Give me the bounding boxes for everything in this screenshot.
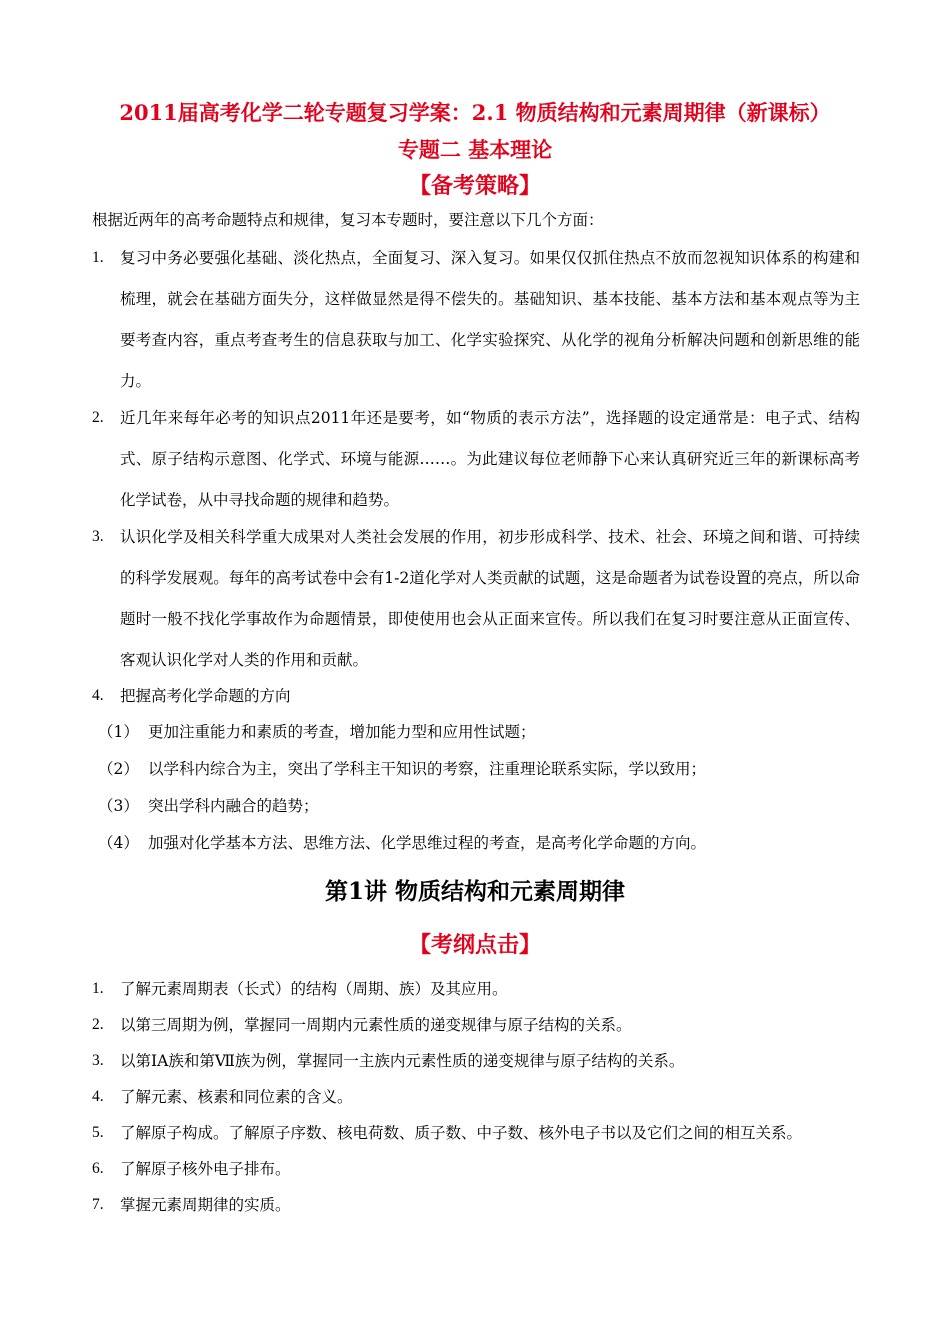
item-text: 认识化学及相关科学重大成果对人类社会发展的作用，初步形成科学、技术、社会、环境之间和谐、可持续的科学发展观。每年的高考试卷中会有1-2道化学对人类贡献的试题，这是命题者为试卷设置的亮点，所以命题时一般不找化学事故作为命题情景，即使使用也会从正面来宣传。所以我们在复习时要注意从正面宣传、客观认识化学对人类的作用和贡献。 xyxy=(120,528,860,669)
item-number: 3. xyxy=(92,528,104,545)
strategy-item-4 xyxy=(92,686,872,710)
subitem-text: 更加注重能力和素质的考查，增加能力型和应用性试题； xyxy=(148,723,536,741)
section-heading-strategy: 【备考策略】 xyxy=(408,173,541,199)
topic-subtitle: 专题二 基本理论 xyxy=(397,137,553,162)
objective-text: 了解原子构成。了解原子序数、核电荷数、质子数、中子数、核外电子书以及它们之间的相互关系。 xyxy=(120,1124,803,1142)
strategy-item-2 xyxy=(92,408,872,518)
strategy-item-3 xyxy=(92,527,872,677)
objective-text: 了解元素、核素和同位素的含义。 xyxy=(120,1088,353,1106)
item-number: 2. xyxy=(92,409,104,426)
subitem-text: 突出学科内融合的趋势； xyxy=(148,797,319,815)
subitem-label: （2） xyxy=(98,760,139,778)
item-text: 把握高考化学命题的方向 xyxy=(120,687,291,705)
item-text: 近几年来每年必考的知识点2011年还是要考，如“物质的表示方法”，选择题的设定通常是：电子式、结构式、原子结构示意图、化学式、环境与能源……。为此建议每位老师静下心来认真研究近三年的新课标高考化学试卷，从中寻找命题的规律和趋势。 xyxy=(120,409,860,509)
objective-number: 5. xyxy=(92,1124,104,1141)
objective-text: 以第ⅠA族和第Ⅶ族为例，掌握同一主族内元素性质的递变规律与原子结构的关系。 xyxy=(120,1052,685,1070)
subitem-label: （1） xyxy=(98,723,139,741)
objective-text: 掌握元素周期律的实质。 xyxy=(120,1196,291,1214)
objective-number: 4. xyxy=(92,1088,104,1105)
objective-text: 了解元素周期表（长式）的结构（周期、族）及其应用。 xyxy=(120,980,508,998)
item-number: 1. xyxy=(92,249,104,266)
objective-number: 6. xyxy=(92,1160,104,1177)
objective-text: 了解原子核外电子排布。 xyxy=(120,1160,291,1178)
subitem-text: 以学科内综合为主，突出了学科主干知识的考察，注重理论联系实际，学以致用； xyxy=(148,760,707,778)
objective-number: 3. xyxy=(92,1052,104,1069)
subitem-text: 加强对化学基本方法、思维方法、化学思维过程的考查，是高考化学命题的方向。 xyxy=(148,834,707,852)
lecture-title: 第1讲 物质结构和元素周期律 xyxy=(324,878,625,905)
strategy-item-1 xyxy=(92,248,872,398)
subitem-label: （3） xyxy=(98,797,139,815)
objective-number: 2. xyxy=(92,1016,104,1033)
objective-text: 以第三周期为例，掌握同一周期内元素性质的递变规律与原子结构的关系。 xyxy=(120,1016,632,1034)
objective-number: 1. xyxy=(92,980,104,997)
item-text: 复习中务必要强化基础、淡化热点，全面复习、深入复习。如果仅仅抓住热点不放而忽视知识体系的构建和梳理，就会在基础方面失分，这样做显然是得不偿失的。基础知识、基本技能、基本方法和基本观点等为主要考查内容，重点考查考生的信息获取与加工、化学实验探究、从化学的视角分析解决问题和创新思维的能力。 xyxy=(120,249,860,390)
strategy-intro: 根据近两年的高考命题特点和规律，复习本专题时，要注意以下几个方面： xyxy=(92,211,604,229)
item-number: 4. xyxy=(92,687,104,704)
objective-number: 7. xyxy=(92,1196,104,1213)
subitem-label: （4） xyxy=(98,834,139,852)
document-title: 2011届高考化学二轮专题复习学案：2.1 物质结构和元素周期律（新课标） xyxy=(119,100,831,125)
section-heading-syllabus: 【考纲点击】 xyxy=(408,932,541,958)
